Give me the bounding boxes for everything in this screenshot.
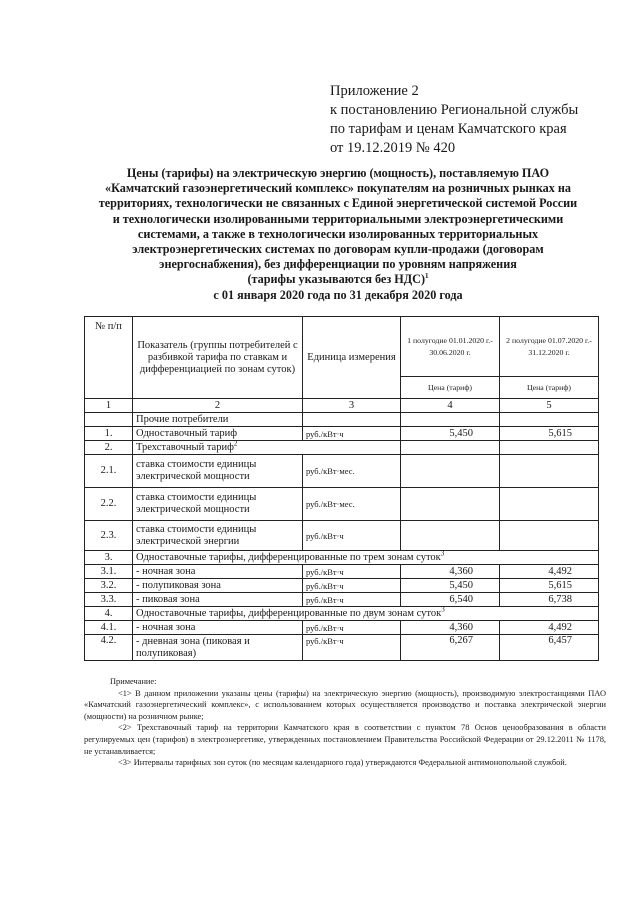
row-num: 2.	[85, 441, 133, 455]
row-unit: руб./кВт·ч	[303, 521, 401, 551]
heading-line: Цены (тарифы) на электрическую энергию (мощность), поставляемую ПАО	[126, 166, 550, 180]
footnote-ref: 2	[233, 439, 238, 447]
row-label	[133, 607, 599, 621]
row-price-h2: 6,457	[500, 635, 599, 661]
table-row	[85, 565, 599, 579]
notes-title: Примечание:	[110, 677, 157, 686]
row-label: - пиковая зона	[133, 593, 303, 607]
row-unit: руб./кВт·ч	[303, 565, 401, 579]
row-price-h2: 5,615	[500, 427, 599, 441]
table-row	[85, 521, 599, 551]
row-label: ставка стоимости единицы электрической энергии	[133, 521, 303, 551]
row-unit	[303, 413, 401, 427]
heading-vat-note: (тарифы указываются без НДС)	[247, 272, 426, 287]
appendix-date: от 19.12.2019 № 420	[330, 140, 456, 156]
table-row	[85, 635, 599, 661]
row-label	[133, 441, 401, 455]
column-number: 5	[500, 399, 599, 413]
row-num: 3.	[85, 551, 133, 565]
row-num: 2.2.	[85, 488, 133, 521]
row-label-text: Трехставочный тариф	[136, 441, 234, 453]
row-label: - дневная зона (пиковая и полупиковая)	[133, 635, 303, 661]
row-unit: руб./кВт·ч	[303, 427, 401, 441]
note-2: <2> Трехставочный тариф на территории Камчатского края в соответствии с пунктом 78 Основ ценообразования в области регулируемых цен (тарифов) в электроэнергетике, утвержденных постановлением Правительства Российской Федерации от 29.12.2011 № 1178, не устанавливается;	[84, 723, 606, 756]
row-label: - ночная зона	[133, 565, 303, 579]
heading-line	[70, 272, 606, 287]
row-num: 4.1.	[85, 621, 133, 635]
heading-line: электроэнергетических системах по договорам купли-продажи (договорам	[132, 242, 544, 257]
heading-period: с 01 января 2020 года по 31 декабря 2020 года	[213, 287, 463, 302]
heading-line: «Камчатский газоэнергетический комплекс» покупателям на розничных рынках на	[104, 181, 572, 196]
row-unit: руб./кВт·ч	[303, 579, 401, 593]
row-price-h1	[401, 488, 500, 521]
appendix-line: по тарифам и ценам Камчатского края	[330, 121, 567, 137]
row-price-h1: 4,360	[401, 565, 500, 579]
table-row	[85, 551, 599, 565]
row-price-h1: 6,540	[401, 593, 500, 607]
column-number-row	[85, 399, 599, 413]
appendix-title: Приложение 2	[330, 83, 419, 99]
table-row	[85, 579, 599, 593]
table-row	[85, 488, 599, 521]
notes-section	[84, 676, 606, 769]
row-num: 1.	[85, 427, 133, 441]
row-price-h1: 6,267	[401, 635, 500, 661]
row-price-h2: 6,738	[500, 593, 599, 607]
row-num: 3.1.	[85, 565, 133, 579]
heading-line: территориях, технологически не связанных с Единой энергетической системой России	[98, 196, 578, 211]
row-price-h1	[401, 413, 500, 427]
row-num: 2.1.	[85, 455, 133, 488]
column-number: 2	[133, 399, 303, 413]
tariff-table	[84, 316, 599, 661]
footnote-ref: 3	[440, 549, 445, 557]
table-row	[85, 621, 599, 635]
table-row	[85, 413, 599, 427]
row-price-h1	[401, 441, 500, 455]
row-unit: руб./кВт·ч	[303, 635, 401, 661]
table-row	[85, 441, 599, 455]
row-unit: руб./кВт·мес.	[303, 455, 401, 488]
heading-line: энергоснабжения), без дифференциации по уровням напряжения	[159, 257, 517, 272]
footnote-ref: 1	[425, 272, 429, 281]
row-num: 4.	[85, 607, 133, 621]
row-price-h2: 4,492	[500, 565, 599, 579]
row-label: ставка стоимости единицы электрической мощности	[133, 488, 303, 521]
row-price-h2	[500, 521, 599, 551]
row-label-text: Одноставочные тарифы, дифференцированные по двум зонам суток	[136, 607, 442, 619]
row-price-h2	[500, 455, 599, 488]
row-num: 2.3.	[85, 521, 133, 551]
note-1: <1> В данном приложении указаны цены (тарифы) на электрическую энергию (мощность), производимую электростанциями ПАО «Камчатский газоэнергетический комплекс», с использованием которых осуществляется производство и поставка электрической энергии (мощности) на розничном рынке;	[84, 688, 606, 721]
row-price-h1: 5,450	[401, 579, 500, 593]
row-num: 4.2.	[85, 635, 133, 661]
row-label: - ночная зона	[133, 621, 303, 635]
column-number: 1	[85, 399, 133, 413]
row-unit: руб./кВт·ч	[303, 621, 401, 635]
row-price-h1	[401, 455, 500, 488]
row-price-h2: 4,492	[500, 621, 599, 635]
table-row	[85, 427, 599, 441]
column-number: 4	[401, 399, 500, 413]
header-half2: 2 полугодие 01.07.2020 г.- 31.12.2020 г.	[500, 317, 599, 377]
row-num: 3.3.	[85, 593, 133, 607]
table-row	[85, 455, 599, 488]
header-num: № п/п	[85, 317, 133, 399]
row-price-h2	[500, 488, 599, 521]
header-price1: Цена (тариф)	[401, 377, 500, 399]
document-heading	[70, 166, 606, 303]
appendix-block	[330, 82, 620, 158]
header-indicator: Показатель (группы потребителей с разбивкой тарифа по ставкам и дифференциацией по зонам суток)	[133, 317, 303, 399]
row-price-h1: 4,360	[401, 621, 500, 635]
row-price-h2: 5,615	[500, 579, 599, 593]
table-row	[85, 593, 599, 607]
row-label	[133, 551, 599, 565]
row-price-h2	[500, 441, 599, 455]
heading-line: системами, а также в технологически изолированных территориальных	[137, 226, 539, 241]
heading-line: и технологически изолированными территориальными электроэнергетическими	[112, 211, 564, 226]
row-price-h2	[500, 413, 599, 427]
row-num: 3.2.	[85, 579, 133, 593]
column-number: 3	[303, 399, 401, 413]
row-price-h1: 5,450	[401, 427, 500, 441]
row-price-h1	[401, 521, 500, 551]
header-price2: Цена (тариф)	[500, 377, 599, 399]
row-label-text: Одноставочные тарифы, дифференцированные по трем зонам суток	[136, 551, 441, 563]
table-row	[85, 607, 599, 621]
row-unit: руб./кВт·ч	[303, 593, 401, 607]
header-half1: 1 полугодие 01.01.2020 г.- 30.06.2020 г.	[401, 317, 500, 377]
row-unit: руб./кВт·мес.	[303, 488, 401, 521]
row-label: Прочие потребители	[133, 413, 303, 427]
note-3: <3> Интервалы тарифных зон суток (по месяцам календарного года) утверждаются Федеральной антимонопольной службой.	[118, 758, 567, 768]
footnote-ref: 3	[441, 605, 445, 613]
row-num	[85, 413, 133, 427]
row-label: Одноставочный тариф	[133, 427, 303, 441]
header-unit: Единица измерения	[303, 317, 401, 399]
appendix-line: к постановлению Региональной службы	[330, 102, 579, 118]
row-label: ставка стоимости единицы электрической мощности	[133, 455, 303, 488]
row-label: - полупиковая зона	[133, 579, 303, 593]
